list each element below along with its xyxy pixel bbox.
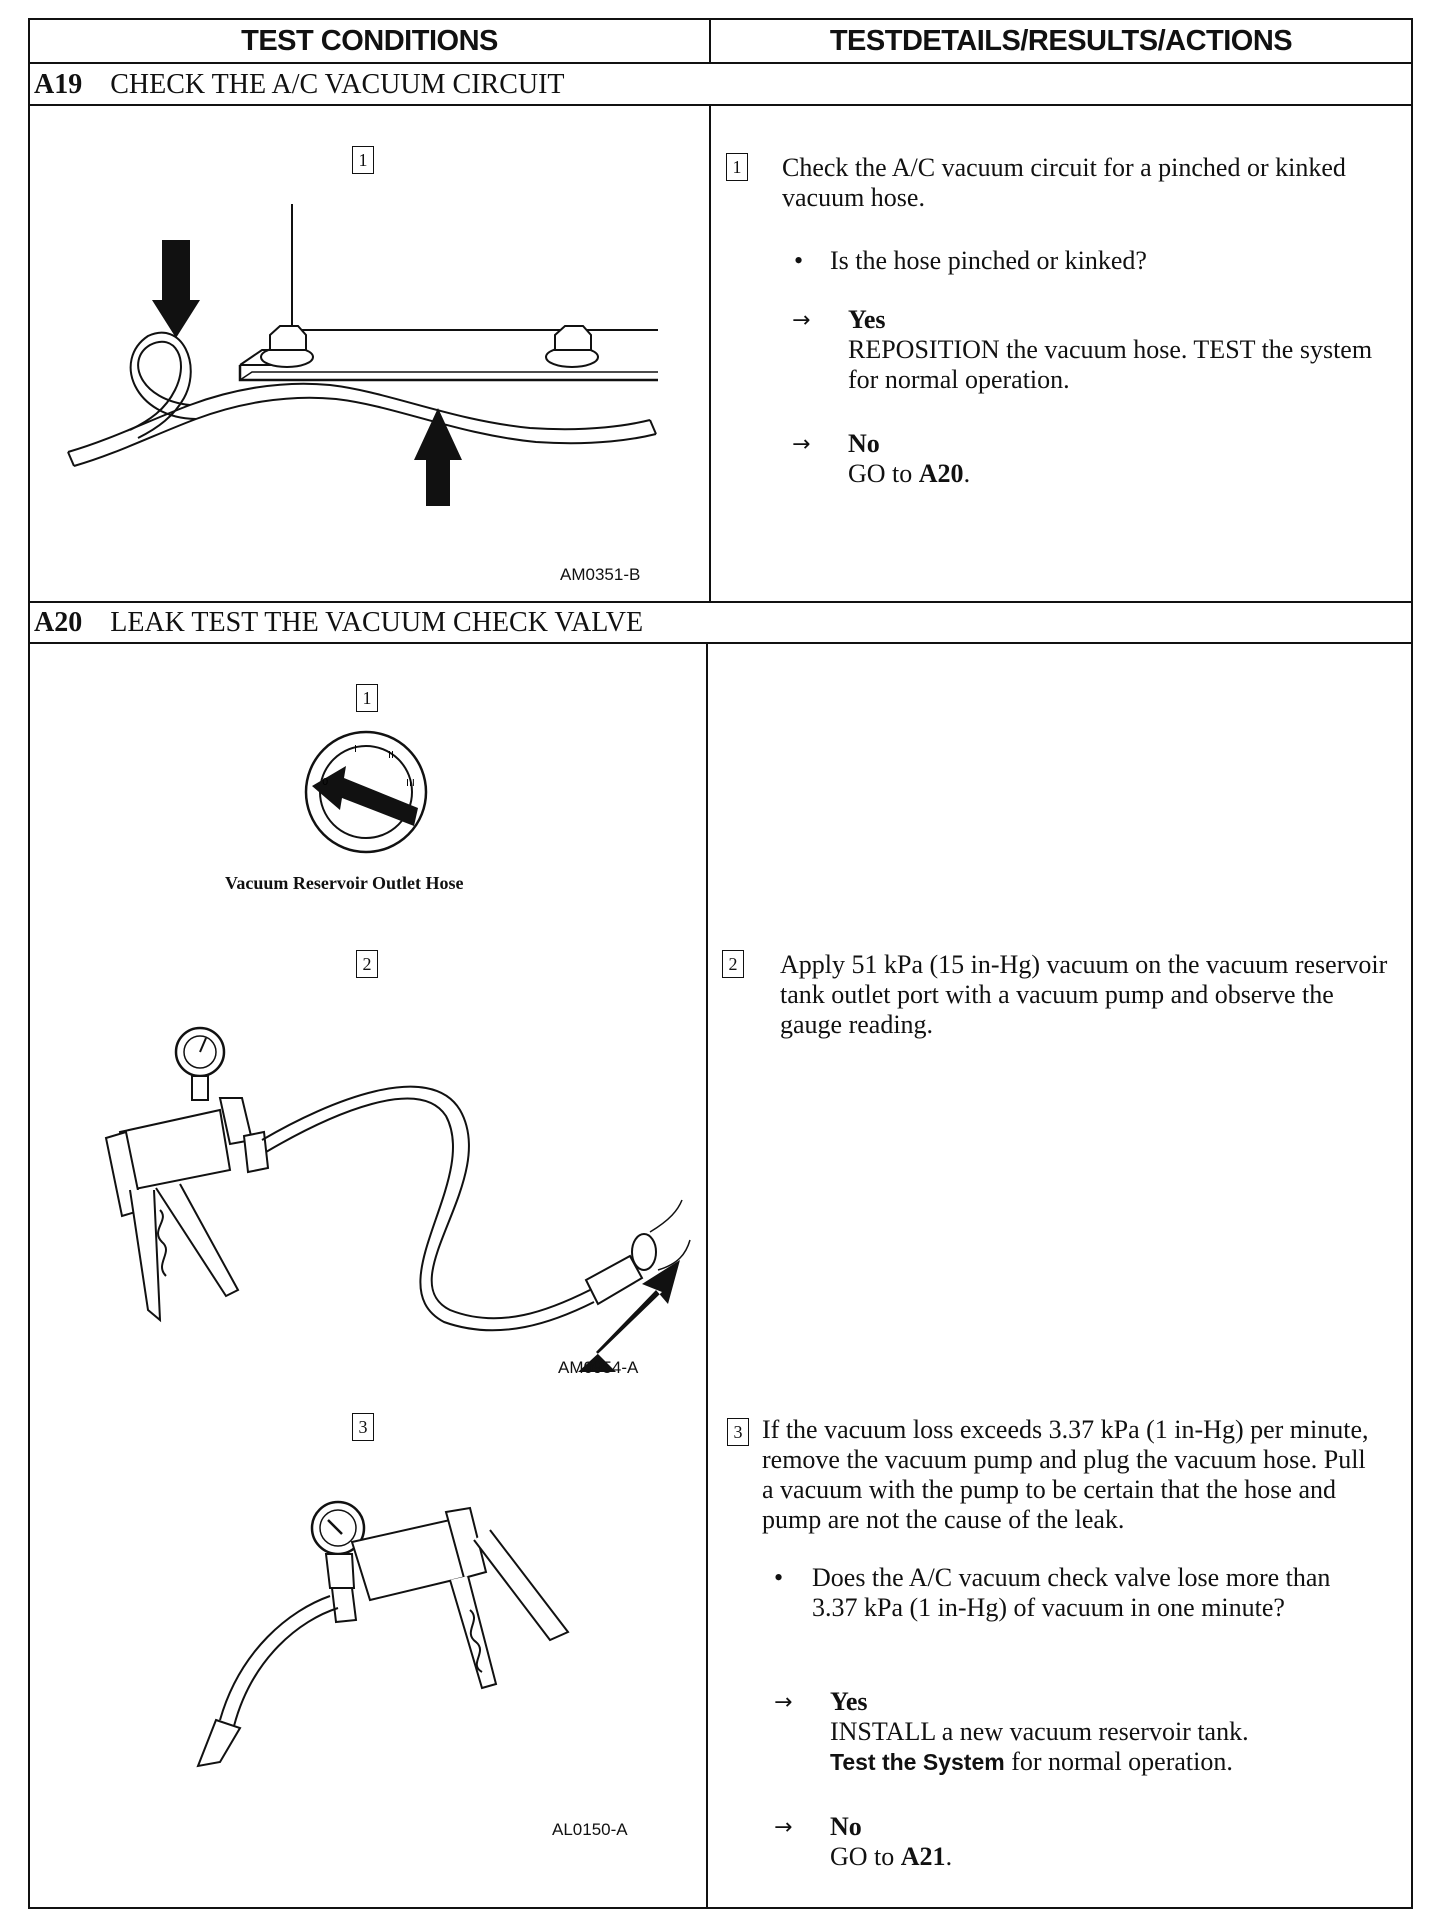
a20-question: Does the A/C vacuum check valve lose more than 3.37 kPa (1 in-Hg) of vacuum in one minute? [812, 1563, 1331, 1622]
a19-no-label: No [848, 429, 880, 458]
a19-title: CHECK THE A/C VACUUM CIRCUIT [110, 69, 565, 100]
right-arrow-icon: → [792, 308, 811, 333]
right-arrow-icon: → [774, 1690, 793, 1715]
a20-no-suffix: . [945, 1842, 953, 1871]
right-arrow-icon: → [774, 1815, 793, 1840]
ignition-label-3: III [406, 778, 415, 789]
vacuum-pump-test-illustration [30, 20, 710, 1920]
header-test-conditions: TEST CONDITIONS [241, 24, 498, 57]
a20-yes-rest: for normal operation. [1004, 1747, 1233, 1776]
a20-step1-number: 1 [356, 684, 378, 712]
service-manual-page [28, 18, 1413, 1909]
ignition-label-1: I [354, 744, 357, 755]
a20-yes-line1: INSTALL a new vacuum reservoir tank. [830, 1717, 1249, 1746]
a20-no-label: No [830, 1812, 862, 1841]
a20-no-target: A21 [900, 1842, 946, 1871]
a19-question: Is the hose pinched or kinked? [830, 246, 1147, 275]
a20-step3-number: 3 [352, 1413, 374, 1441]
a20-step2-number: 2 [356, 950, 378, 978]
a20-right-step2-number: 2 [722, 950, 744, 978]
a20-no-action [830, 1842, 952, 1872]
a20-figure3-id: AL0150-A [552, 1820, 628, 1839]
header-test-details: TESTDETAILS/RESULTS/ACTIONS [829, 24, 1293, 57]
a19-right-step1-number: 1 [726, 153, 748, 181]
right-arrow-icon: → [792, 432, 811, 457]
a20-yes-label: Yes [830, 1687, 868, 1716]
ignition-label-2: II [388, 750, 394, 761]
a20-yes-line2 [830, 1747, 1390, 1777]
a20-step2-text: Apply 51 kPa (15 in-Hg) vacuum on the vacuum reservoir tank outlet port with a vacuum pump and observe the gauge reading. [780, 950, 1388, 1039]
a20-right-step3-number: 3 [727, 1418, 749, 1446]
a20-step3-text: If the vacuum loss exceeds 3.37 kPa (1 in-Hg) per minute, remove the vacuum pump and plug the vacuum hose. Pull a vacuum with the pump to be certain that the hose and pump are not the cause of the leak. [762, 1415, 1369, 1534]
a19-yes-label: Yes [848, 305, 886, 334]
a19-step1-number: 1 [352, 146, 374, 174]
a19-no-action [848, 459, 970, 489]
a20-figure2-id: AM0954-A [558, 1358, 639, 1377]
a19-no-prefix: GO to [848, 459, 919, 488]
bullet-icon: • [774, 1563, 784, 1592]
a19-step1-text: Check the A/C vacuum circuit for a pinched or kinked vacuum hose. [782, 153, 1346, 212]
a20-step1-caption: Vacuum Reservoir Outlet Hose [225, 873, 464, 893]
a20-yes-action [830, 1717, 1390, 1777]
ignition-label-0: 0 [322, 777, 329, 788]
a20-title: LEAK TEST THE VACUUM CHECK VALVE [110, 607, 644, 638]
a19-no-suffix: . [963, 459, 971, 488]
a20-id: A20 [34, 607, 83, 638]
a20-yes-bold: Test the System [830, 1749, 1005, 1775]
a19-figure-id: AM0351-B [560, 565, 641, 584]
a19-no-target: A20 [918, 459, 964, 488]
a19-yes-action: REPOSITION the vacuum hose. TEST the system for normal operation. [848, 335, 1373, 394]
a19-id: A19 [34, 69, 83, 100]
bullet-icon: • [794, 246, 804, 275]
a20-no-prefix: GO to [830, 1842, 901, 1871]
